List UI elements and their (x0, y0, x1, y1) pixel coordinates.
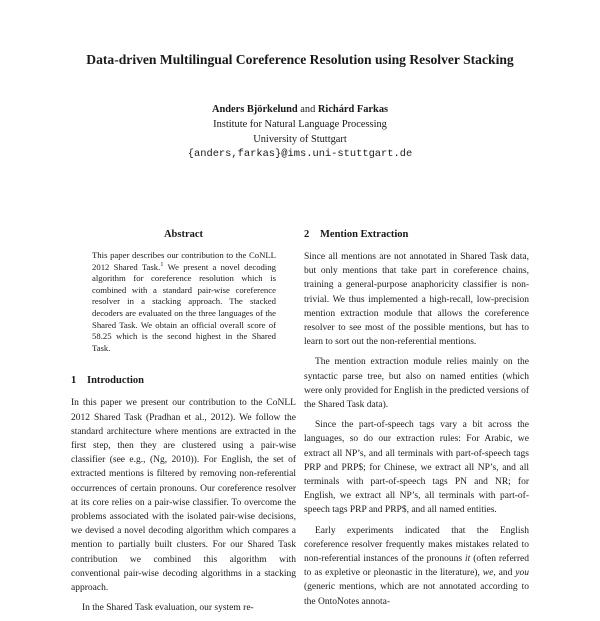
author-block (0, 102, 600, 162)
section-2-paragraph: Since the part-of-speech tags vary a bit across the languages, so do our extraction rules: For Arabic, we extract all NP’s, and all terminals with part-of-speech tags PRP and PRP$; for Chinese, we extract all NP’s, and all terminals with part-of-speech tags PN and NR; for English, we extract all NP’s, all terminals with part-of-speech tags PRP and PRP$, and all named entities. (304, 420, 529, 516)
author-2: Richárd Farkas (317, 104, 389, 115)
abstract-text: This paper describes our contribution to the CoNLL 2012 Shared Task.$^1$ We present a novel decoding algorithm for coreference resolution which is combined with a standard pair-wise coreference resolver in a stacking approach. The stacked decoders are evaluated on the three languages of the Shared Task. We obtain an official overall score of 58.25 which is the second highest in the Shared Task. (92, 250, 277, 353)
section-2-paragraph: The mention extraction module relies mainly on the syntactic parse tree, but also on named entities (which were only provided for English in the predicted versions of the Shared Task data). (304, 357, 529, 411)
section-1-heading: 1 Introduction (71, 375, 144, 387)
university: University of Stuttgart (253, 134, 347, 145)
section-2-paragraph: Early experiments indicated that the English coreference resolver frequently makes mistakes related to non-referential instances of the pronouns it (often referred to as expletive or pleonastic in the literature), we, and you (generic mentions, which are not annotated according to the OntoNotes annota- (304, 525, 530, 607)
section-2-paragraph: Since all mentions are not annotated in Shared Task data, but only mentions that take part in coreference chains, training a general-purpose anaphoricity classifier is non-trivial. We thus implemented a high-recall, low-precision mention extraction module that allows the coreference resolver to see most of the possible mentions, but has to learn to sort out the non-referential mentions. (304, 252, 529, 348)
left-column (71, 222, 296, 621)
section-1-paragraph: In the Shared Task evaluation, our system re- (82, 603, 254, 614)
author-names (0, 102, 600, 117)
author-conjunction: and (300, 104, 316, 115)
section-1-paragraph: In this paper we present our contribution to the CoNLL 2012 Shared Task (Pradhan et al., 2012). We follow the standard architecture where mentions are extracted in the first step, then they are clustered using a pair-wise classifier (see e.g., (Ng, 2010)). For English, the set of extracted mentions is filtered by removing non-referential occurrences of certain pronouns. Our coreference resolver at its core relies on a pair-wise classifier. To overcome the problems associated with the isolated pair-wise decisions, we devised a novel decoding algorithm which compares a mention to partially built clusters. For our Shared Task contribution we combined this algorithm with conventional pair-wise decoding algorithms in a stacking approach. (71, 398, 296, 593)
author-1: Anders Björkelund (211, 104, 298, 115)
right-column (304, 222, 529, 615)
abstract-heading: Abstract (163, 229, 204, 240)
author-email: {anders,farkas}@ims.uni-stuttgart.de (187, 148, 413, 160)
paper-title: Data-driven Multilingual Coreference Resolution using Resolver Stacking (86, 52, 514, 67)
footnote-marker: 1 (160, 260, 164, 268)
affiliation: Institute for Natural Language Processing (213, 119, 387, 130)
section-2-heading: 2 Mention Extraction (304, 229, 409, 240)
